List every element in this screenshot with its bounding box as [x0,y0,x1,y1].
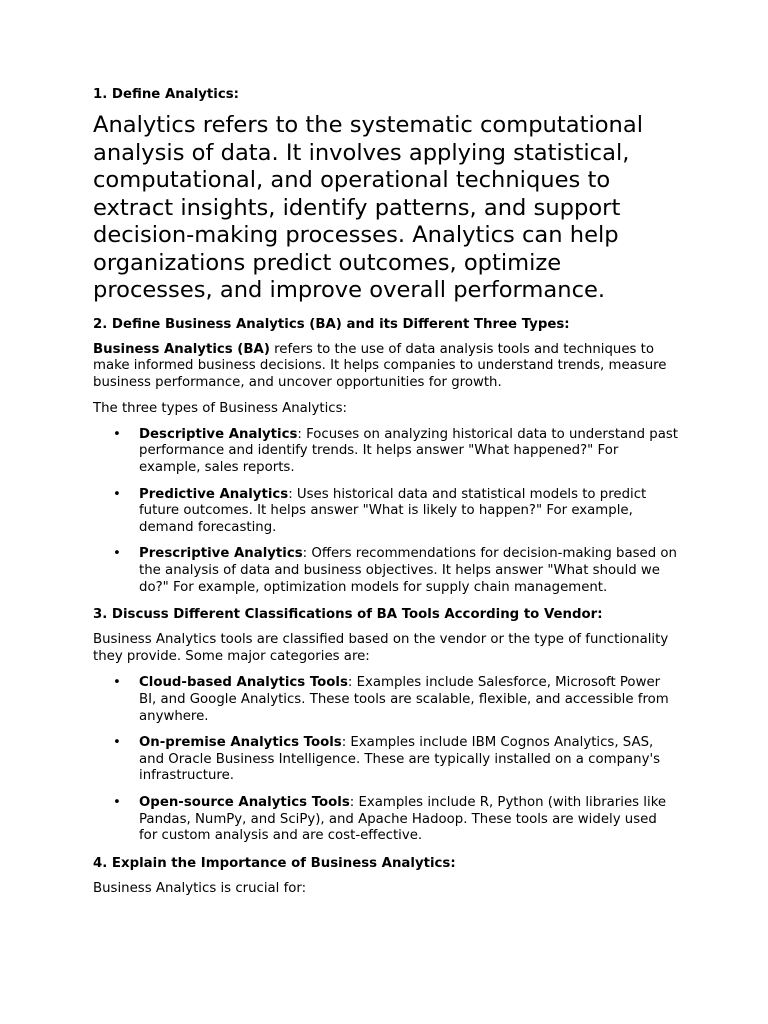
definition-line: Analytics refers to the systematic computational [93,112,643,138]
definition-line: organizations predict outcomes, optimize [93,249,562,276]
bullet-icon: • [113,486,121,502]
item-term: Cloud-based Analytics Tools [139,674,348,690]
item-desc: : Uses historical data and statistical models to predict future outcomes. It helps answer "What is likely to happen?" For example, demand forecasting. [139,486,647,536]
item-term: On-premise Analytics Tools [139,734,342,750]
bullet-icon: • [113,674,121,690]
ba-definition-text: refers to the use of data analysis tools and techniques to make informed business decisions. It helps companies to understand trends, measure business performance, and uncover opportunities for growth. [93,341,667,391]
item-desc: : Focuses on analyzing historical data to understand past performance and identify trends. It helps answer "What happened?" For example, sales reports. [139,426,679,476]
bullet-icon: • [113,734,121,750]
importance-intro: Business Analytics is crucial for: [93,880,307,896]
definition-line: decision-making processes. Analytics can help [93,222,619,248]
list-item [93,795,679,845]
item-term: Predictive Analytics [139,486,289,502]
definition-line: analysis of data. It involves applying statistical, [93,139,630,166]
ba-term: Business Analytics (BA) [93,341,270,357]
item-desc: : Examples include Salesforce, Microsoft Power BI, and Google Analytics. These tools are scalable, flexible, and accessible from anywhere. [139,674,669,724]
item-desc: : Examples include R, Python (with libraries like Pandas, NumPy, and SciPy), and Apache Hadoop. These tools are widely used for custom analysis and are cost-effective. [139,794,667,844]
list-item [93,735,679,785]
section-1-heading: 1. Define Analytics: [93,87,239,102]
ba-definition [93,342,679,392]
section-2-heading: 2. Define Business Analytics (BA) and its Different Three Types: [93,316,570,332]
types-intro: The three types of Business Analytics: [93,400,347,416]
item-term: Prescriptive Analytics [139,546,303,562]
analytics-definition [93,112,679,305]
tools-intro: Business Analytics tools are classified based on the vendor or the type of functionality they provide. Some major categories are: [93,632,669,665]
bullet-icon: • [113,426,121,442]
item-desc: : Examples include IBM Cognos Analytics, SAS, and Oracle Business Intelligence. These are typically installed on a company's infrastructure. [139,734,661,784]
ba-tools-list [93,675,679,845]
list-item [93,546,679,596]
definition-line: extract insights, identify patterns, and support [93,194,621,221]
definition-line: processes, and improve overall performance. [93,277,606,303]
ba-types-list [93,427,679,597]
list-item [93,487,679,537]
section-3-heading: 3. Discuss Different Classifications of BA Tools According to Vendor: [93,607,603,623]
list-item [93,427,679,477]
bullet-icon: • [113,546,121,562]
bullet-icon: • [113,794,121,810]
item-term: Open-source Analytics Tools [139,794,350,810]
list-item [93,675,679,725]
item-term: Descriptive Analytics [139,426,298,442]
section-4-heading: 4. Explain the Importance of Business Analytics: [93,855,456,871]
item-desc: : Offers recommendations for decision-making based on the analysis of data and business objectives. It helps answer "What should we do?" For example, optimization models for supply chain management. [139,546,677,596]
document-page [93,86,679,906]
definition-line: computational, and operational techniques to [93,167,611,193]
